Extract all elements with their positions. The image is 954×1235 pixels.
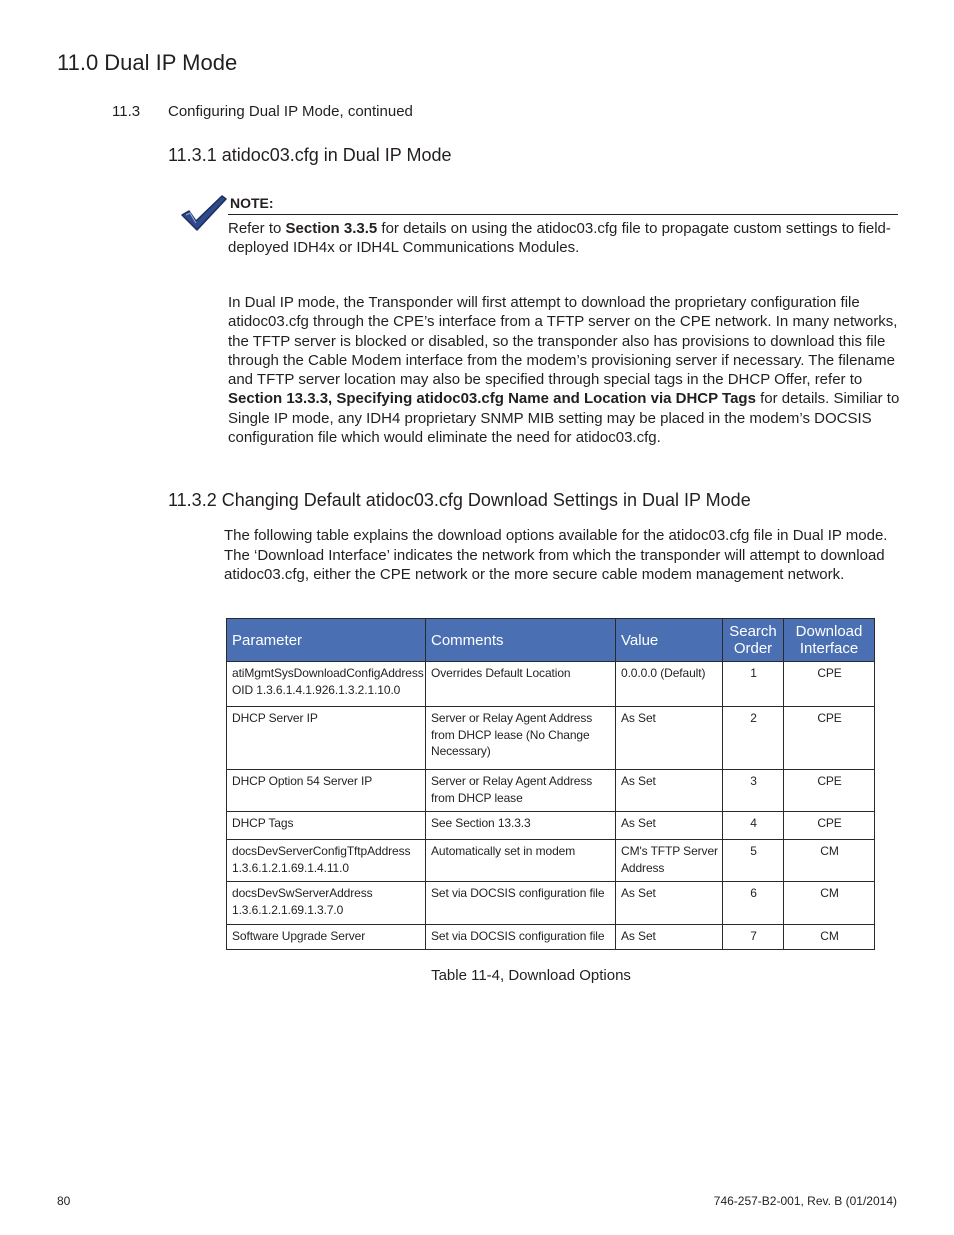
note-label: NOTE: [230, 195, 274, 211]
cell-parameter: DHCP Option 54 Server IP [227, 770, 426, 812]
cell-parameter: DHCP Server IP [227, 707, 426, 770]
note-divider [228, 214, 898, 215]
cell-parameter: docsDevServerConfigTftpAddress 1.3.6.1.2.1.69.1.4.11.0 [227, 840, 426, 882]
table-header-row [227, 619, 875, 662]
download-options-table [226, 618, 875, 950]
note-reference: Section 3.3.5 [285, 220, 378, 237]
cell-comments: Overrides Default Location [426, 662, 616, 707]
cell-download-interface: CPE [784, 662, 875, 707]
cell-comments: Automatically set in modem [426, 840, 616, 882]
header-search-order: Search Order [723, 619, 784, 662]
paragraph-reference: Section 13.3.3, Specifying atidoc03.cfg Name and Location via DHCP Tags [228, 390, 756, 408]
cell-value: As Set [616, 812, 723, 840]
cell-parameter: DHCP Tags [227, 812, 426, 840]
table-row [227, 925, 875, 950]
checkmark-icon [180, 193, 228, 233]
cell-download-interface: CM [784, 840, 875, 882]
table-row [227, 662, 875, 707]
header-download-interface: Download Interface [784, 619, 875, 662]
table-caption: Table 11-4, Download Options [431, 967, 631, 984]
cell-comments: Server or Relay Agent Address from DHCP lease (No Change Necessary) [426, 707, 616, 770]
page-title: 11.0 Dual IP Mode [57, 50, 238, 75]
cell-search-order: 3 [723, 770, 784, 812]
cell-comments: Set via DOCSIS configuration file [426, 882, 616, 925]
cell-search-order: 5 [723, 840, 784, 882]
section-title: Configuring Dual IP Mode, continued [168, 103, 413, 120]
header-value: Value [616, 619, 723, 662]
subsection-heading-1: 11.3.1 atidoc03.cfg in Dual IP Mode [168, 145, 452, 165]
cell-comments: Server or Relay Agent Address from DHCP lease [426, 770, 616, 812]
cell-value: As Set [616, 925, 723, 950]
cell-download-interface: CM [784, 925, 875, 950]
subsection-heading-2: 11.3.2 Changing Default atidoc03.cfg Download Settings in Dual IP Mode [168, 490, 751, 510]
table-row [227, 707, 875, 770]
table-row [227, 812, 875, 840]
table-row [227, 882, 875, 925]
section-number: 11.3 [112, 103, 141, 120]
cell-download-interface: CPE [784, 770, 875, 812]
table-row [227, 770, 875, 812]
cell-search-order: 7 [723, 925, 784, 950]
paragraph-table-intro: The following table explains the download options available for the atidoc03.cfg file in Dual IP mode. The ‘Download Interface’ indicates the network from which the transponder will attempt to download atidoc03.cfg, either the CPE network or the more secure cable modem management network. [224, 527, 888, 583]
cell-download-interface: CM [784, 882, 875, 925]
cell-value: As Set [616, 770, 723, 812]
header-comments: Comments [426, 619, 616, 662]
cell-search-order: 6 [723, 882, 784, 925]
cell-comments: See Section 13.3.3 [426, 812, 616, 840]
cell-download-interface: CPE [784, 707, 875, 770]
cell-parameter: docsDevSwServerAddress 1.3.6.1.2.1.69.1.3.7.0 [227, 882, 426, 925]
cell-search-order: 2 [723, 707, 784, 770]
cell-parameter: Software Upgrade Server [227, 925, 426, 950]
cell-download-interface: CPE [784, 812, 875, 840]
paragraph-dual-ip: In Dual IP mode, the Transponder will first attempt to download the proprietary configuration file atidoc03.cfg through the CPE’s interface from a TFTP server on the CPE network. In many networks, the TFTP server is blocked or disabled, so the transponder also has provisions to download this file through the Cable Modem interface from the modem’s provisioning server if necessary. The filename and TFTP server location may also be specified through special tags in the DHCP Offer, refer to Section 13.3.3, Specifying atidoc03.cfg Name and Location via DHCP Tags for details. Similiar to Single IP mode, any IDH4 proprietary SNMP MIB setting may be placed in the modem’s DOCSIS configuration file which would eliminate the need for atidoc03.cfg. [228, 294, 900, 447]
section-heading [112, 103, 413, 120]
cell-value: As Set [616, 707, 723, 770]
cell-comments: Set via DOCSIS configuration file [426, 925, 616, 950]
cell-search-order: 1 [723, 662, 784, 707]
cell-parameter: atiMgmtSysDownloadConfigAddress OID 1.3.6.1.4.1.926.1.3.2.1.10.0 [227, 662, 426, 707]
page-number: 80 [57, 1194, 71, 1208]
document-id: 746-257-B2-001, Rev. B (01/2014) [713, 1194, 897, 1208]
table-row [227, 840, 875, 882]
cell-search-order: 4 [723, 812, 784, 840]
note-text: Refer to Section 3.3.5 for details on using the atidoc03.cfg file to propagate custom settings to field-deployed IDH4x or IDH4L Communications Modules. [228, 220, 891, 256]
cell-value: 0.0.0.0 (Default) [616, 662, 723, 707]
cell-value: As Set [616, 882, 723, 925]
cell-value: CM's TFTP Server Address [616, 840, 723, 882]
header-parameter: Parameter [227, 619, 426, 662]
